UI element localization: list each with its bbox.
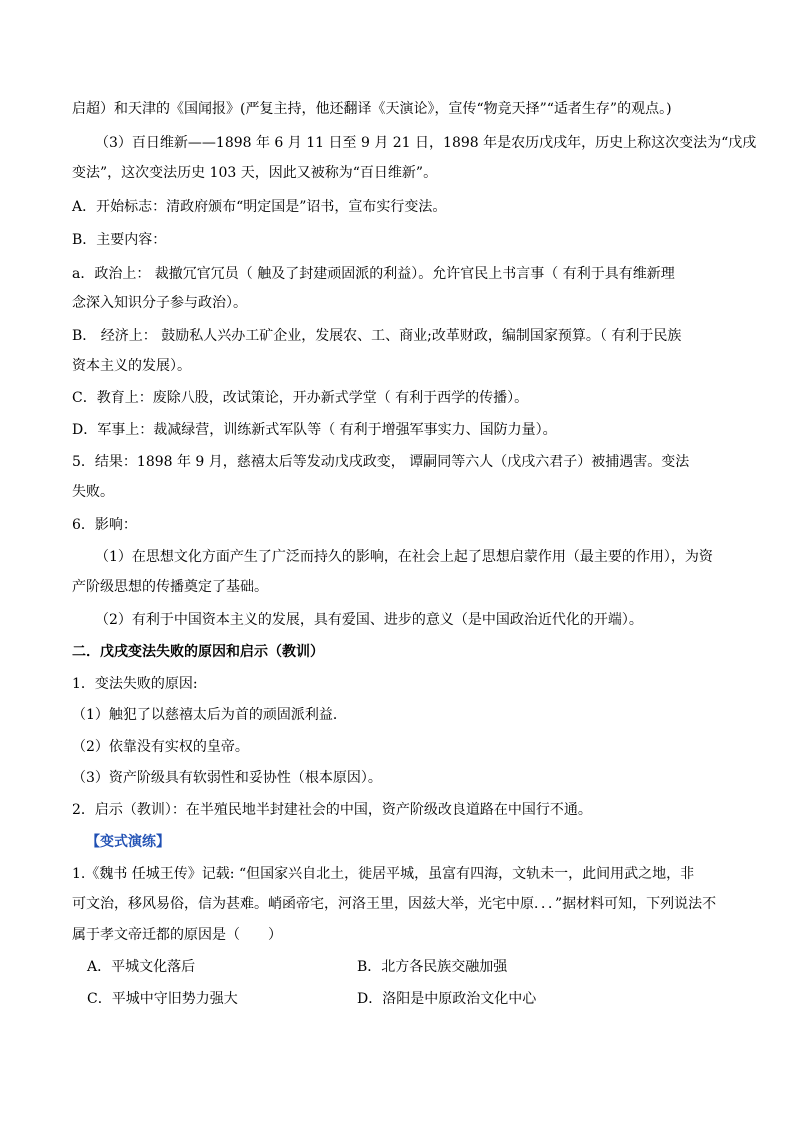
text-line: B．主要内容：	[72, 232, 167, 248]
text-line: 念深入知识分子参与政治）。	[72, 295, 247, 311]
text-line: 资本主义的发展）。	[72, 358, 191, 374]
text-line: A．开始标志：清政府颁布“明定国是”诏书，宣布实行变法。	[72, 199, 447, 215]
text-line: 1．变法失败的原因:	[72, 676, 198, 692]
text-line: （1）在思想文化方面产生了广泛而持久的影响，在社会上起了思想启蒙作用（最主要的作用），为资	[95, 549, 713, 565]
question-line: 可文治，移风易俗，信为甚难。峭函帝宅，河洛王里，因兹大举，光宅中原．．．”据材料可知，下列说法不	[72, 896, 717, 912]
text-line: C．教育上：废除八股，改试策论，开办新式学堂（ 有利于西学的传播）。	[72, 390, 529, 406]
text-line: 变法”，这次变法历史 103 天，因此又被称为“百日维新”。	[72, 165, 438, 181]
text-line: 产阶级思想的传播奠定了基础。	[72, 579, 268, 595]
text-line: 6．影响：	[72, 517, 137, 533]
option-d: D．洛阳是中原政治文化中心	[357, 991, 537, 1007]
text-line: a．政治上： 裁撤冗官冗员（ 触及了封建顽固派的利益）。允许官民上书言事（ 有利于具有维新理	[72, 266, 675, 282]
question-line: 1.《魏书 任城王传》记载: “但国家兴自北土，徙居平城，虽富有四海，文轨未一，此间用武之地，非	[72, 866, 695, 882]
text-line: D．军事上：裁减绿营，训练新式军队等（ 有利于增强军事实力、国防力量）。	[72, 422, 557, 438]
option-b: B．北方各民族交融加强	[357, 959, 508, 975]
exercise-heading: 【变式演练】	[86, 834, 170, 850]
option-a: A．平城文化落后	[87, 959, 196, 975]
text-line: 5．结果：1898 年 9 月，慈禧太后等发动戊戌政变， 谭嗣同等六人（戊戌六君子）被捕遇害。变法	[72, 454, 690, 470]
text-line: （2）有利于中国资本主义的发展，具有爱国、进步的意义（是中国政治近代化的开端）。	[95, 612, 643, 628]
text-line: （3）百日维新——1898 年 6 月 11 日至 9 月 21 日，1898 年是农历戊戌年，历史上称这次变法为“戊戌	[95, 135, 757, 151]
text-line: （1）触犯了以慈禧太后为首的顽固派利益．	[72, 707, 347, 723]
text-line: 2．启示（教训）：在半殖民地半封建社会的中国，资产阶级改良道路在中国行不通。	[72, 802, 592, 818]
text-line: （2）依靠没有实权的皇帝。	[72, 739, 249, 755]
text-line: 失败。	[72, 484, 114, 500]
question-line: 属于孝文帝迁都的原因是（ ）	[72, 927, 282, 943]
option-c: C．平城中守旧势力强大	[87, 991, 238, 1007]
section-heading: 二．戊戌变法失败的原因和启示（教训）	[72, 644, 324, 660]
text-line: B． 经济上： 鼓励私人兴办工矿企业，发展农、工、商业;改革财政，编制国家预算。（ 有利于民族	[72, 328, 682, 344]
text-line: 启超）和天津的《国闻报》(严复主持，他还翻译《天演论》，宣传“物竞天择”“适者生存”的观点。)	[72, 101, 672, 117]
text-line: （3）资产阶级具有软弱性和妥协性（根本原因）。	[72, 770, 382, 786]
